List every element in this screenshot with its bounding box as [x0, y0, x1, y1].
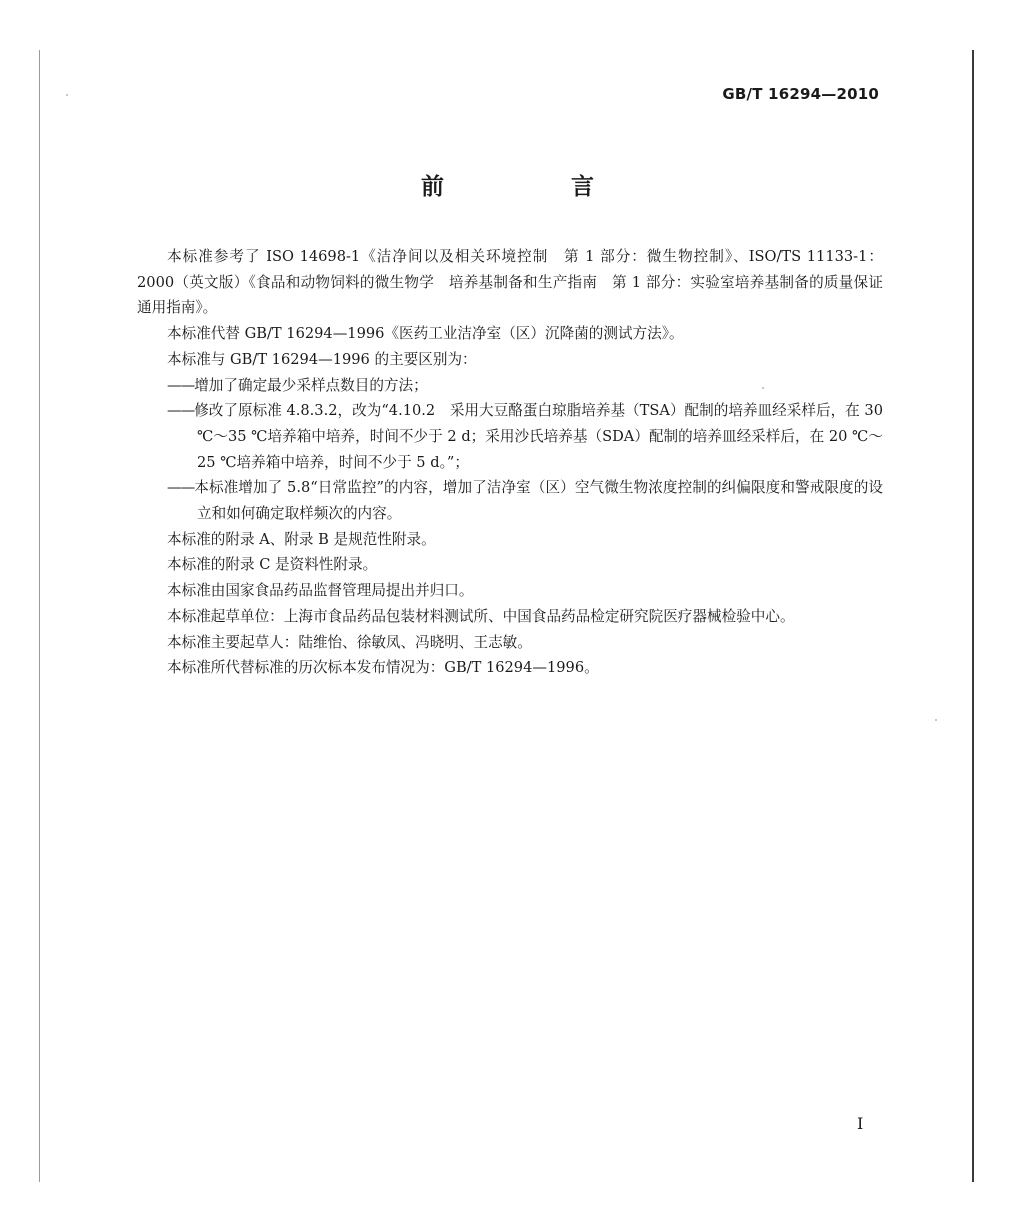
change-text: 增加了确定最少采样点数目的方法；: [194, 376, 428, 394]
paragraph-informative-annex: 本标准的附录 C 是资料性附录。: [167, 556, 378, 574]
page-number: I: [857, 1114, 864, 1133]
left-margin-rule: [39, 50, 40, 1182]
change-item: [137, 373, 883, 399]
dash-marker: ——: [167, 479, 195, 497]
foreword-body: [137, 244, 883, 681]
paragraph-history: 本标准所代替标准的历次标本发布情况为：GB/T 16294—1996。: [167, 659, 599, 677]
standard-code: GB/T 16294—2010: [722, 85, 879, 103]
dash-marker: ——: [167, 402, 195, 420]
paragraph-differences-intro: 本标准与 GB/T 16294—1996 的主要区别为：: [167, 350, 477, 368]
paragraph-references: 本标准参考了 ISO 14698-1《洁净间以及相关环境控制 第 1 部分：微生物控制》、ISO/TS 11133-1：2000（英文版）《食品和动物饲料的微生物学 培养基制备和生产指南 第 1 部分：实验室培养基制备的质量保证通用指南》。: [137, 248, 883, 317]
change-item: [137, 398, 883, 475]
scan-speck: [762, 387, 764, 389]
right-margin-rule: [972, 50, 974, 1182]
change-text: 修改了原标准 4.8.3.2，改为“4.10.2 采用大豆酪蛋白琼脂培养基（TSA）配制的培养皿经采样后，在 30 ℃～35 ℃培养箱中培养，时间不少于 2 d；采用沙氏培养基（SDA）配制的培养皿经采样后，在 20 ℃～25 ℃培养箱中培养，时间不少于 5 d。”；: [194, 402, 883, 471]
paragraph-drafters: 本标准主要起草人：陆维怡、徐敏凤、冯晓明、王志敏。: [167, 633, 532, 651]
scan-speck: [935, 719, 937, 721]
dash-marker: ——: [167, 376, 195, 394]
change-text: 本标准增加了 5.8“日常监控”的内容，增加了洁净室（区）空气微生物浓度控制的纠偏限度和警戒限度的设立和如何确定取样频次的内容。: [194, 479, 883, 523]
paragraph-replaces: 本标准代替 GB/T 16294—1996《医药工业洁净室（区）沉降菌的测试方法》。: [167, 325, 684, 343]
paragraph-drafting-units: 本标准起草单位：上海市食品药品包装材料测试所、中国食品药品检定研究院医疗器械检验中心。: [167, 607, 795, 625]
paragraph-normative-annexes: 本标准的附录 A、附录 B 是规范性附录。: [167, 530, 436, 548]
paragraph-proposer: 本标准由国家食品药品监督管理局提出并归口。: [167, 582, 474, 600]
page-title: 前 言: [421, 174, 646, 200]
scan-speck: [66, 94, 68, 96]
change-item: [137, 475, 883, 526]
